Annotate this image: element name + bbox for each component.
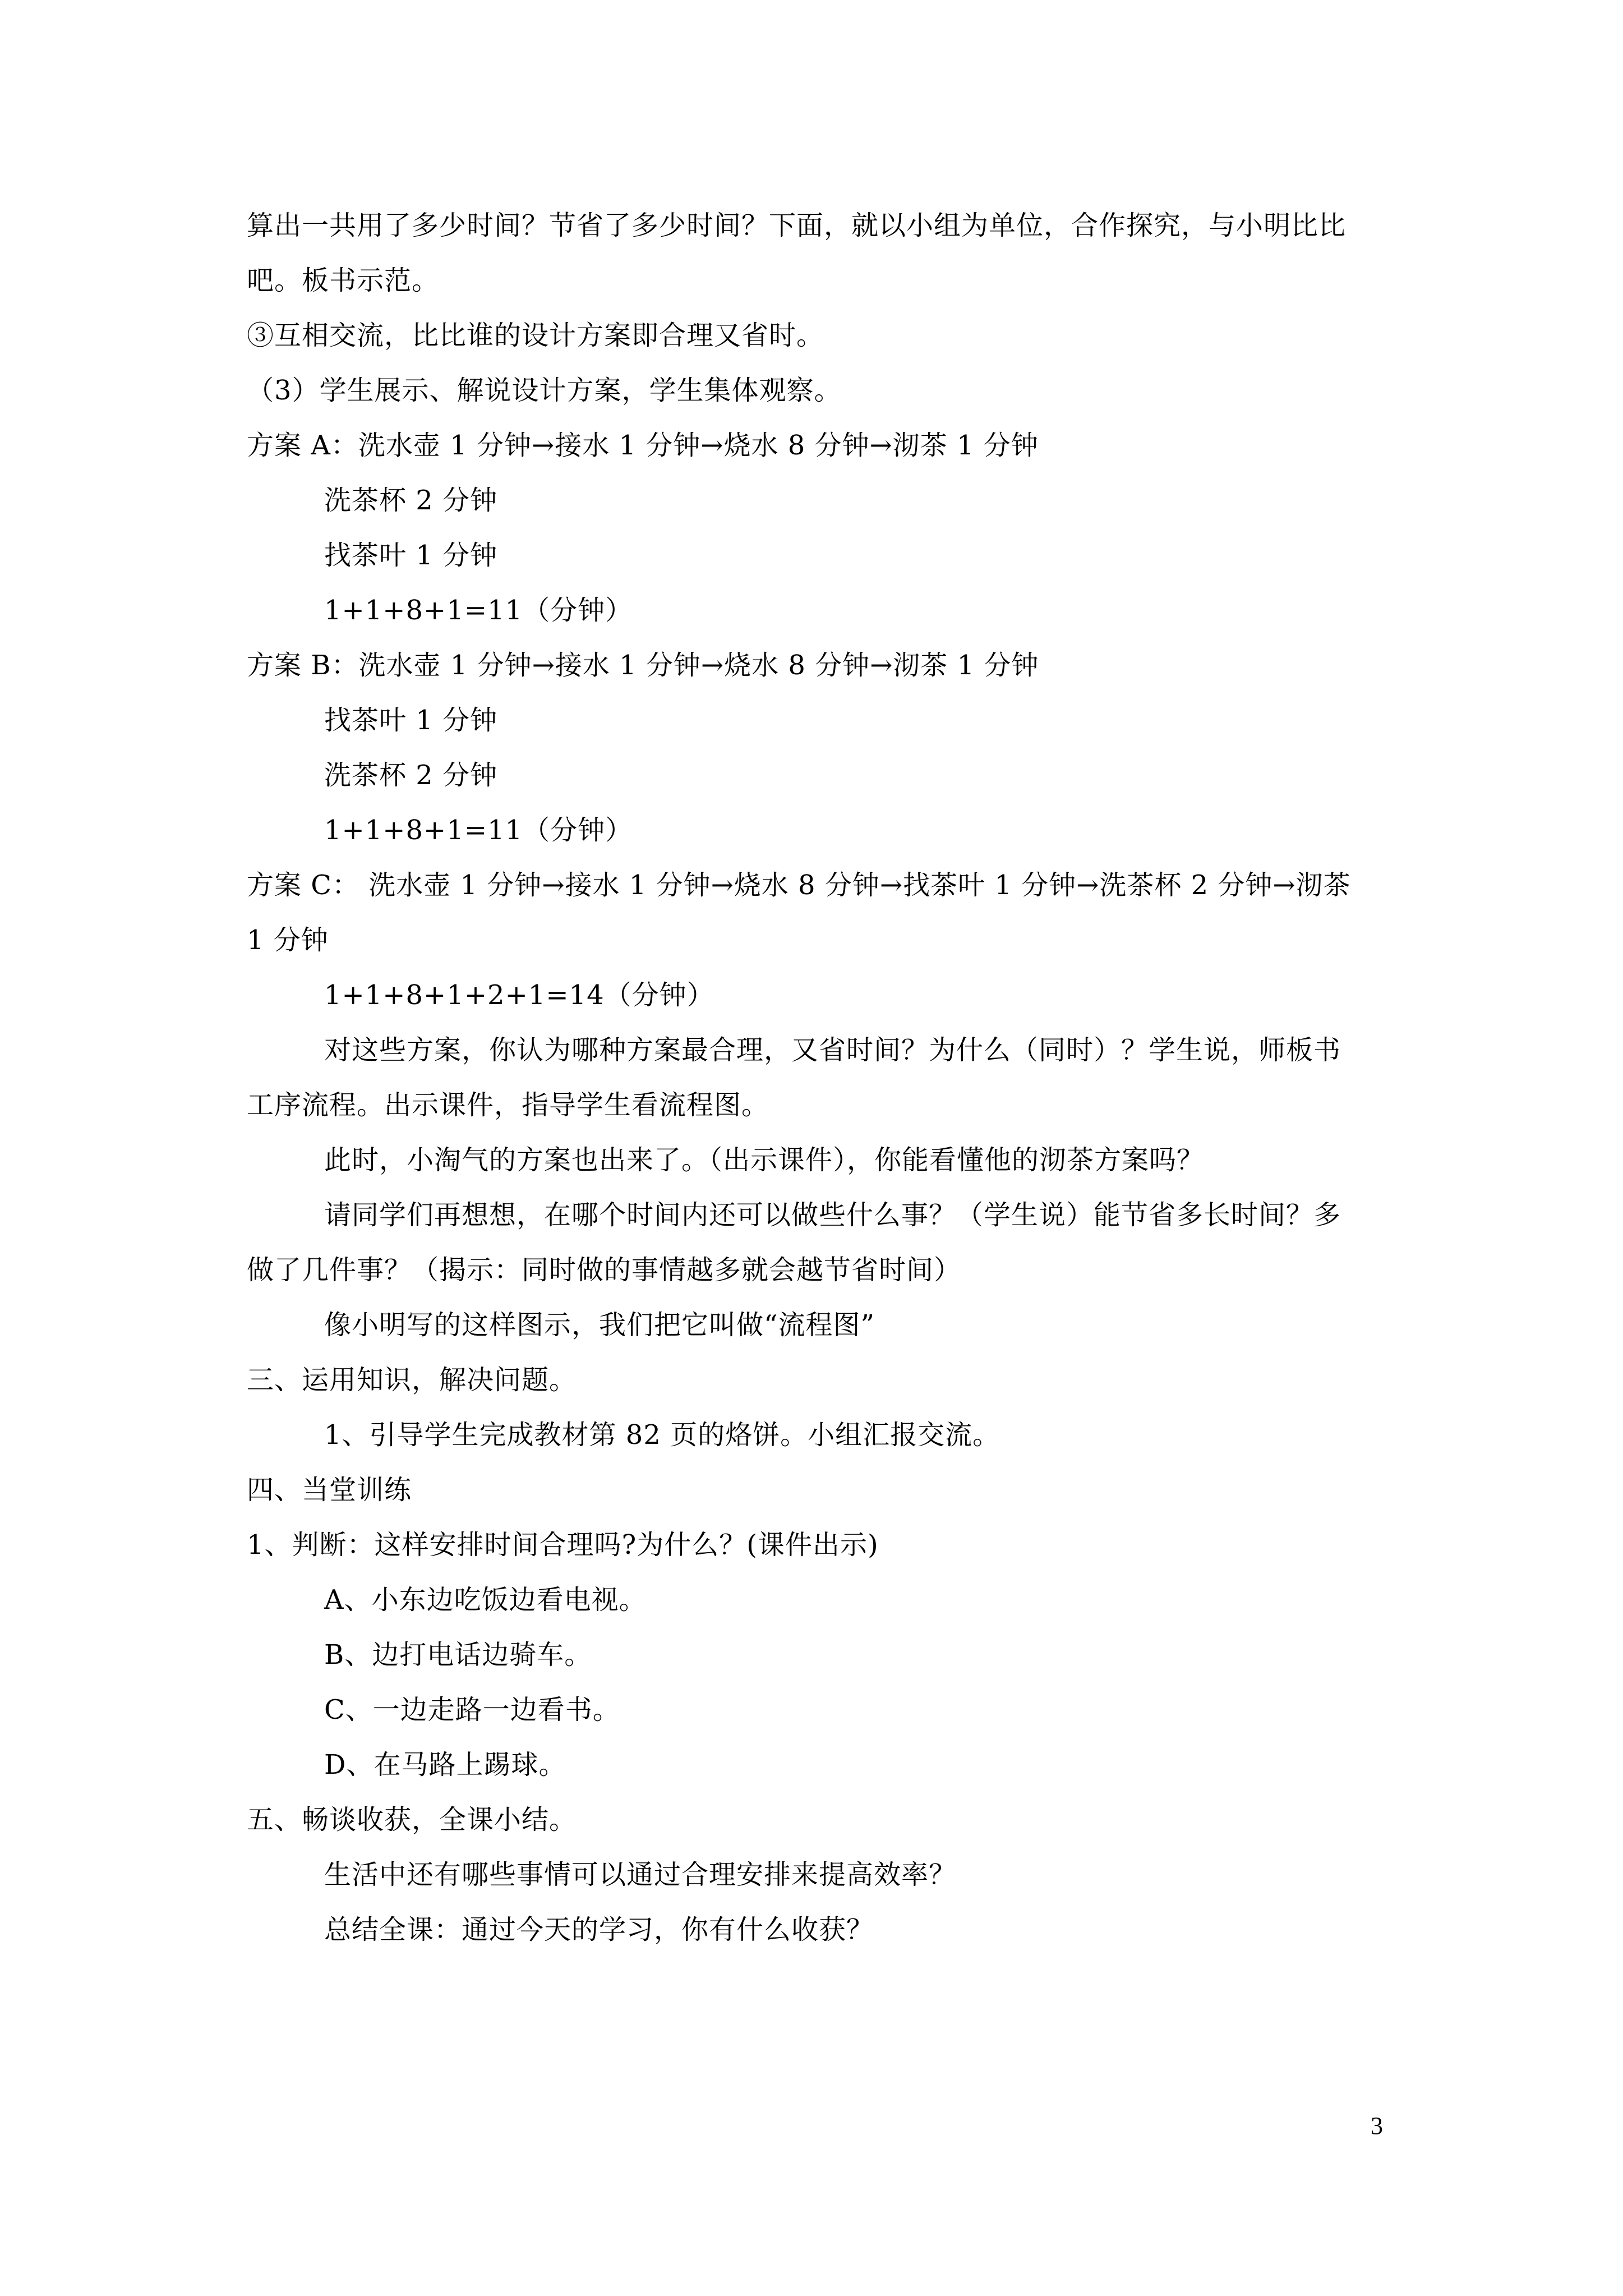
section-heading: 三、运用知识，解决问题。 (247, 1364, 577, 1396)
text-line: 算出一共用了多少时间？节省了多少时间？下面，就以小组为单位，合作探究，与小明比比 (247, 210, 1347, 241)
text-line: 生活中还有哪些事情可以通过合理安排来提高效率？ (324, 1859, 957, 1890)
list-item: A、小东边吃饭边看电视。 (324, 1584, 647, 1616)
formula-line: 1+1+8+1+2+1=14（分钟） (324, 979, 714, 1011)
scheme-c-line: 方案 C： 洗水壶 1 分钟→接水 1 分钟→烧水 8 分钟→找茶叶 1 分钟→洗茶杯 2 分钟→沏茶 (247, 869, 1351, 901)
list-item: B、边打电话边骑车。 (324, 1639, 592, 1671)
list-item: C、一边走路一边看书。 (324, 1694, 620, 1726)
page-number: 3 (1371, 2112, 1383, 2139)
text-line: ③互相交流，比比谁的设计方案即合理又省时。 (247, 320, 824, 351)
text-line: 1 分钟 (247, 924, 329, 956)
text-line: 1、引导学生完成教材第 82 页的烙饼。小组汇报交流。 (324, 1419, 1000, 1451)
formula-line: 1+1+8+1=11（分钟） (324, 595, 633, 626)
text-line: 找茶叶 1 分钟 (324, 540, 498, 571)
scheme-b-line: 方案 B：洗水壶 1 分钟→接水 1 分钟→烧水 8 分钟→沏茶 1 分钟 (247, 650, 1039, 681)
text-line: 1、判断：这样安排时间合理吗?为什么？(课件出示) (247, 1529, 879, 1561)
text-line: 工序流程。出示课件，指导学生看流程图。 (247, 1089, 769, 1121)
text-line: 找茶叶 1 分钟 (324, 705, 498, 736)
list-item: D、在马路上踢球。 (324, 1749, 566, 1780)
text-line: 做了几件事？（揭示：同时做的事情越多就会越节省时间） (247, 1254, 962, 1286)
section-heading: 五、畅谈收获，全课小结。 (247, 1804, 577, 1835)
text-line: 洗茶杯 2 分钟 (324, 485, 498, 516)
scheme-a-line: 方案 A：洗水壶 1 分钟→接水 1 分钟→烧水 8 分钟→沏茶 1 分钟 (247, 430, 1039, 461)
text-line: 对这些方案，你认为哪种方案最合理，又省时间？为什么（同时）？学生说，师板书 (324, 1034, 1341, 1066)
text-line: （3）学生展示、解说设计方案，学生集体观察。 (247, 375, 842, 406)
section-heading: 四、当堂训练 (247, 1474, 412, 1506)
text-line: 总结全课：通过今天的学习，你有什么收获？ (324, 1914, 874, 1945)
text-line: 洗茶杯 2 分钟 (324, 760, 498, 791)
text-line: 像小明写的这样图示，我们把它叫做“流程图” (324, 1309, 875, 1341)
text-line: 此时，小淘气的方案也出来了。（出示课件），你能看懂他的沏茶方案吗？ (324, 1144, 1205, 1176)
formula-line: 1+1+8+1=11（分钟） (324, 815, 633, 846)
text-line: 请同学们再想想，在哪个时间内还可以做些什么事？（学生说）能节省多长时间？多 (324, 1199, 1341, 1231)
text-line: 吧。板书示范。 (247, 265, 440, 296)
